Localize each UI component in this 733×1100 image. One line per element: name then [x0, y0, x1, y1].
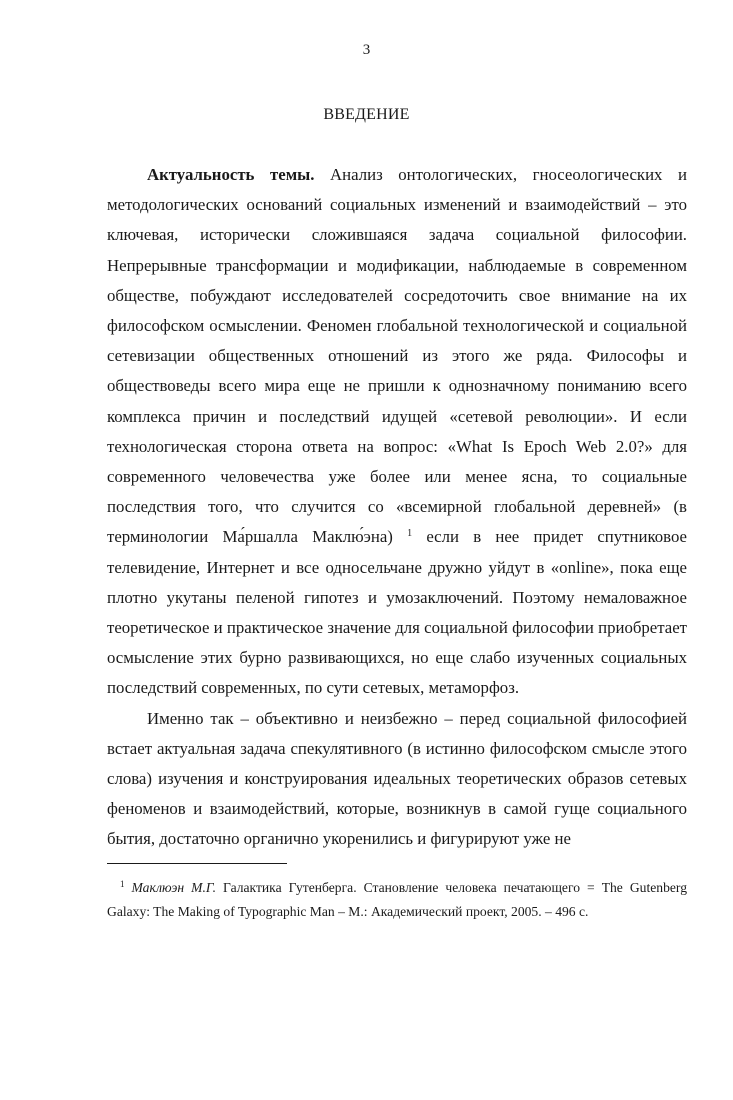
- paragraph-text-part-a: Анализ онтологических, гносеологических и методологических оснований социальных изменений и взаимодействий – это ключевая, исторически сложившаяся задача социальной философии. Непрерывные трансформации и модификации, наблюдаемые в современном обществе, побуждают исследователей сосредоточить свое внимание на их философском осмыслении. Феномен глобальной технологической и социальной сетевизации общественных отношений из этого же ряда. Философы и обществоведы всего мира еще не пришли к однозначному пониманию всего комплекса причин и последствий идущей «сетевой революции». И если технологическая сторона ответа на вопрос: «What Is Epoch Web 2.0?» для современного человечества уже более или менее ясна, то социальные последствия того, что случится со «всемирной глобальной деревней» (в терминологии Ма́ршалла Маклю́эна): [107, 165, 688, 547]
- footnote-text: Галактика Гутенберга. Становление человека печатающего = The Gutenberg Galaxy: The Making of Typographic Man – М.: Академический проект, 2005. – 496 с.: [107, 880, 687, 919]
- footnote-reference: 1: [407, 528, 413, 540]
- footnote-author: Маклюэн М.Г.: [131, 880, 217, 895]
- footnote: [107, 876, 687, 924]
- section-heading: ВВЕДЕНИЕ: [323, 106, 410, 123]
- page-number: 3: [362, 42, 371, 58]
- body-text: [107, 160, 687, 855]
- footnote-marker: 1: [120, 879, 125, 889]
- paragraph-text-part-b: если в нее придет спутниковое телевидение, Интернет и все односельчане дружно уйдут в «online», пока еще плотно укутаны пеленой гипотез и умозаключений. Поэтому немаловажное теоретическое и практическое значение для социальной философии приобретает осмысление этих бурно развивающихся, но еще слабо изученных социальных последствий современных, по сути сетевых, метаморфоз.: [107, 527, 688, 698]
- paragraph-lead-bold: Актуальность темы.: [147, 165, 315, 184]
- footnote-divider: [107, 863, 287, 864]
- paragraph-relevance: [107, 160, 687, 704]
- paragraph-task: Именно так – объективно и неизбежно – перед социальной философией встает актуальная задача спекулятивного (в истинно философском смысле этого слова) изучения и конструирования идеальных теоретических образов сетевых феноменов и взаимодействий, которые, возникнув в самой гуще социального бытия, достаточно органично укоренились и фигурируют уже не: [107, 708, 687, 849]
